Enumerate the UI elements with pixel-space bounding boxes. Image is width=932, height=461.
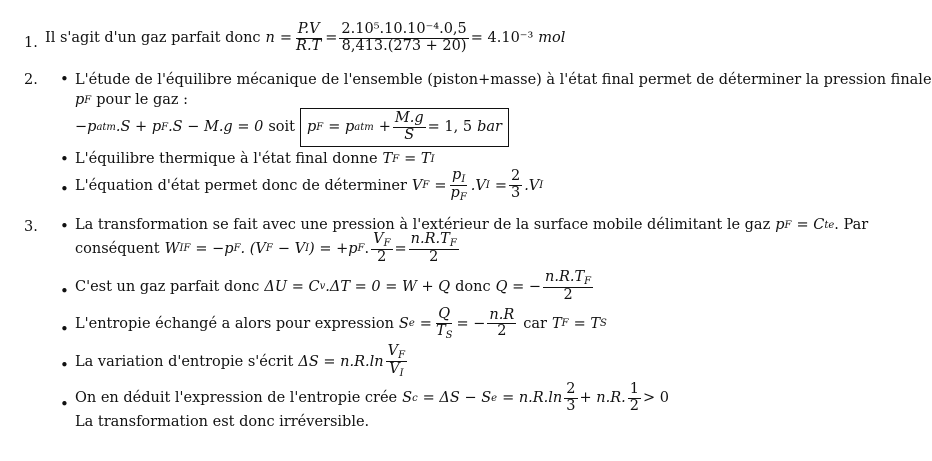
bullet-icon: • bbox=[60, 150, 69, 168]
item2-b2-eq: = T bbox=[404, 151, 431, 167]
item3-b2-text: C'est un gaz parfait donc bbox=[75, 278, 260, 295]
item3-b4-text: La variation d'entropie s'écrit bbox=[75, 353, 294, 370]
item3-b2-num-sub: F bbox=[584, 276, 592, 287]
eq-mid-sub: F bbox=[161, 121, 169, 133]
item3-b3-den-sub: S bbox=[445, 329, 453, 341]
item1-result: = 4.10⁻³ bbox=[470, 30, 534, 47]
item2-b3-frac2 bbox=[509, 169, 522, 202]
item2-b3-v: V bbox=[411, 177, 423, 194]
item3-par: . (V bbox=[240, 240, 266, 257]
item3-b4-math: ΔS = n.R.ln bbox=[298, 353, 384, 370]
item3-b3-num2: n.R bbox=[489, 306, 515, 323]
eq-left: −p bbox=[75, 119, 97, 136]
bullet-icon: • bbox=[60, 70, 69, 88]
box-result: = 1, 5 bbox=[427, 119, 473, 136]
item-number-1: 1. bbox=[24, 35, 38, 51]
box-patm-sub: atm bbox=[354, 121, 374, 133]
bullet-icon: • bbox=[60, 320, 69, 338]
item2-b3-num2: 2 bbox=[510, 168, 521, 185]
item2-b2-sub2: I bbox=[430, 153, 435, 165]
item3-vi-sub: I bbox=[305, 243, 310, 255]
item3-b3-s-sup: e bbox=[408, 318, 415, 330]
item3-b2-num: n.R.T bbox=[545, 269, 585, 285]
box-pf-sub: F bbox=[316, 121, 324, 133]
item3-b1-frac1 bbox=[371, 232, 392, 266]
item2-b3-eq2: = bbox=[494, 177, 507, 194]
item3-b2-frac bbox=[543, 270, 593, 304]
item3-b5-frac1 bbox=[564, 382, 577, 415]
item3-b3-eq2: = − bbox=[456, 315, 486, 332]
item1-n: n bbox=[265, 30, 275, 47]
item3-eq: = −p bbox=[195, 240, 234, 257]
item3-b3-tf: T bbox=[551, 315, 562, 332]
item3-b1-c: = C bbox=[796, 217, 825, 233]
box-frac-den: S bbox=[404, 126, 415, 143]
item3-b1-frac2 bbox=[409, 232, 459, 266]
item2-b1-line2 bbox=[75, 92, 188, 108]
item3-b5-text: On en déduit l'expression de l'entropie crée bbox=[75, 390, 398, 407]
eq-rest: .S − M.g = 0 bbox=[168, 119, 264, 136]
item3-b5-den2: 2 bbox=[629, 397, 639, 414]
box-frac-num: M.g bbox=[394, 110, 424, 126]
item3-vf-sub: F bbox=[265, 243, 273, 255]
item3-b2-math: ΔU = C bbox=[264, 278, 320, 295]
item3-close: ) = +p bbox=[309, 240, 358, 257]
item3-b4-num-sub: F bbox=[398, 350, 406, 361]
item3-b5-eq: = n.R.ln bbox=[502, 390, 563, 407]
item2-b2-t: T bbox=[382, 151, 393, 167]
item2-b3-v-sub: F bbox=[422, 180, 430, 191]
item3-pf2-sub: F bbox=[357, 243, 365, 255]
item2-b3-text: L'équation d'état permet donc de déterminer bbox=[75, 177, 407, 194]
item-number-2: 2. bbox=[24, 72, 38, 88]
item3-w: W bbox=[164, 240, 180, 257]
item2-b3-line bbox=[75, 168, 543, 203]
item2-b2-line bbox=[75, 151, 435, 167]
item-number-3: 3. bbox=[24, 219, 38, 235]
item3-w-sub: IF bbox=[179, 243, 191, 255]
item3-b2-rest: .ΔT = 0 = W + Q bbox=[325, 278, 451, 295]
item3-b3-car: car bbox=[523, 315, 547, 332]
item1-frac-pv-rt bbox=[294, 22, 323, 55]
bullet-icon: • bbox=[60, 180, 69, 198]
item3-b1-line2 bbox=[75, 232, 461, 266]
item2-b3-den-sub: F bbox=[459, 192, 467, 203]
item3-b4-den: V bbox=[389, 361, 400, 377]
eq-left-sub: atm bbox=[96, 121, 116, 133]
item3-b3-den2: 2 bbox=[497, 323, 507, 340]
item1-text: Il s'agit d'un gaz parfait donc bbox=[45, 30, 261, 47]
item2-b2-sub1: F bbox=[392, 153, 400, 165]
item3-b1-c-sup: te bbox=[824, 219, 835, 231]
item2-pf-sub: F bbox=[84, 94, 92, 106]
item3-b5-line bbox=[75, 382, 669, 415]
item3-f2-den: 2 bbox=[429, 249, 439, 265]
item3-dot: . bbox=[364, 240, 370, 257]
item3-minus: − V bbox=[277, 240, 306, 257]
item1-unit: mol bbox=[538, 30, 566, 47]
item3-b4-frac bbox=[386, 344, 407, 379]
item3-b5-s: S bbox=[402, 390, 413, 407]
item3-b1-text: La transformation se fait avec une pression à l'extérieur de la surface mobile délimitant le gaz bbox=[75, 217, 771, 233]
item3-b5-frac2 bbox=[628, 382, 641, 415]
item3-b3-ts-sub: S bbox=[600, 318, 607, 330]
item3-b2-den: 2 bbox=[563, 287, 573, 303]
item3-b1-line2-text: conséquent bbox=[75, 240, 160, 257]
item2-b3-num: p bbox=[452, 167, 462, 183]
item3-b5-num: 2 bbox=[566, 381, 576, 397]
item3-f1-num: V bbox=[373, 231, 384, 247]
item1-frac2-num: 2.10⁵.10.10⁻⁴.0,5 bbox=[341, 21, 467, 37]
item3-b1-end: . Par bbox=[834, 217, 869, 233]
item3-b1-p: p bbox=[775, 217, 785, 233]
item1-frac2-den: 8,413.(273 + 20) bbox=[341, 37, 467, 54]
item2-b3-mid: .V bbox=[470, 177, 486, 194]
item3-eq2: = bbox=[394, 240, 407, 257]
item3-b5-mid: = ΔS − S bbox=[422, 390, 492, 407]
item2-equation-line bbox=[75, 108, 509, 147]
item3-b5-end: > 0 bbox=[642, 390, 669, 407]
item2-b3-den: p bbox=[450, 185, 460, 201]
item3-b4-num: V bbox=[387, 343, 399, 359]
item3-b3-s: S bbox=[398, 315, 409, 332]
item3-b1-line1 bbox=[75, 217, 868, 233]
item2-b3-mid-sub: I bbox=[485, 180, 490, 191]
item3-f1-num-sub: F bbox=[383, 238, 391, 249]
box-plus: + bbox=[378, 119, 391, 136]
item3-b3-tf-sub: F bbox=[561, 318, 569, 330]
item3-b2-sub: v bbox=[319, 281, 326, 293]
box-eq: = p bbox=[328, 119, 355, 136]
bullet-icon: • bbox=[60, 395, 69, 413]
item3-b3-eq: = bbox=[419, 315, 432, 332]
item3-b4-line bbox=[75, 344, 409, 379]
item2-b2-text: L'équilibre thermique à l'état final donne bbox=[75, 151, 378, 167]
box-unit: bar bbox=[477, 119, 502, 136]
boxed-result bbox=[300, 108, 509, 147]
item1-frac1-den: R.T bbox=[296, 37, 322, 54]
item2-b1-line2-text: pour le gaz : bbox=[96, 92, 189, 108]
item3-f2-num-sub: F bbox=[449, 238, 457, 249]
item3-b5-num2: 1 bbox=[629, 381, 639, 397]
item3-b2-q: Q = − bbox=[495, 278, 541, 295]
item3-b3-eq3: = T bbox=[573, 315, 601, 332]
item2-b3-den2: 3 bbox=[510, 185, 521, 201]
item2-b3-num-sub: I bbox=[461, 174, 466, 185]
item3-b5-mid-sup: e bbox=[491, 392, 498, 404]
box-frac bbox=[393, 111, 426, 144]
item3-b4-den-sub: I bbox=[399, 368, 404, 379]
box-pf: p bbox=[306, 119, 317, 136]
item1-frac1-num: P.V bbox=[297, 21, 320, 37]
item3-pf-sub: F bbox=[233, 243, 241, 255]
item3-b3-text: L'entropie échangé a alors pour expression bbox=[75, 315, 394, 332]
eq-mid: .S + p bbox=[115, 119, 162, 136]
item3-b5-s-sup: c bbox=[412, 392, 418, 404]
item3-b3-line bbox=[75, 307, 607, 341]
item2-b3-end: .V bbox=[524, 177, 540, 194]
item3-b3-num: Q bbox=[438, 306, 451, 322]
item1-line bbox=[45, 22, 565, 55]
item1-eq2: = bbox=[325, 30, 338, 47]
item3-b3-frac2 bbox=[487, 308, 516, 341]
item3-f2-num: n.R.T bbox=[410, 231, 450, 247]
soit-word: soit bbox=[268, 119, 295, 136]
item2-b3-end-sub: I bbox=[539, 180, 544, 191]
item3-b5-plus: + n.R. bbox=[579, 390, 626, 407]
item3-b2-line bbox=[75, 270, 595, 304]
bullet-icon: • bbox=[60, 217, 69, 235]
item3-b3-den: T bbox=[435, 322, 446, 339]
item2-b1-line1: L'étude de l'équilibre mécanique de l'ensemble (piston+masse) à l'état final permet de déterminer la pression finale bbox=[75, 72, 932, 88]
item1-frac-numeric bbox=[339, 22, 468, 55]
item3-b5-line2: La transformation est donc irréversible. bbox=[75, 414, 370, 430]
item3-b5-den: 3 bbox=[566, 397, 576, 414]
item3-f1-den: 2 bbox=[377, 249, 387, 265]
bullet-icon: • bbox=[60, 282, 69, 300]
item3-b1-p-sub: F bbox=[784, 219, 792, 231]
item3-b2-donc: donc bbox=[455, 278, 491, 295]
item3-b3-frac1 bbox=[434, 307, 455, 341]
bullet-icon: • bbox=[60, 356, 69, 374]
item1-eq: = bbox=[279, 30, 293, 47]
item2-b3-frac1 bbox=[449, 168, 469, 203]
item2-pf-var: p bbox=[75, 92, 85, 108]
item2-b3-eq: = bbox=[434, 177, 447, 194]
